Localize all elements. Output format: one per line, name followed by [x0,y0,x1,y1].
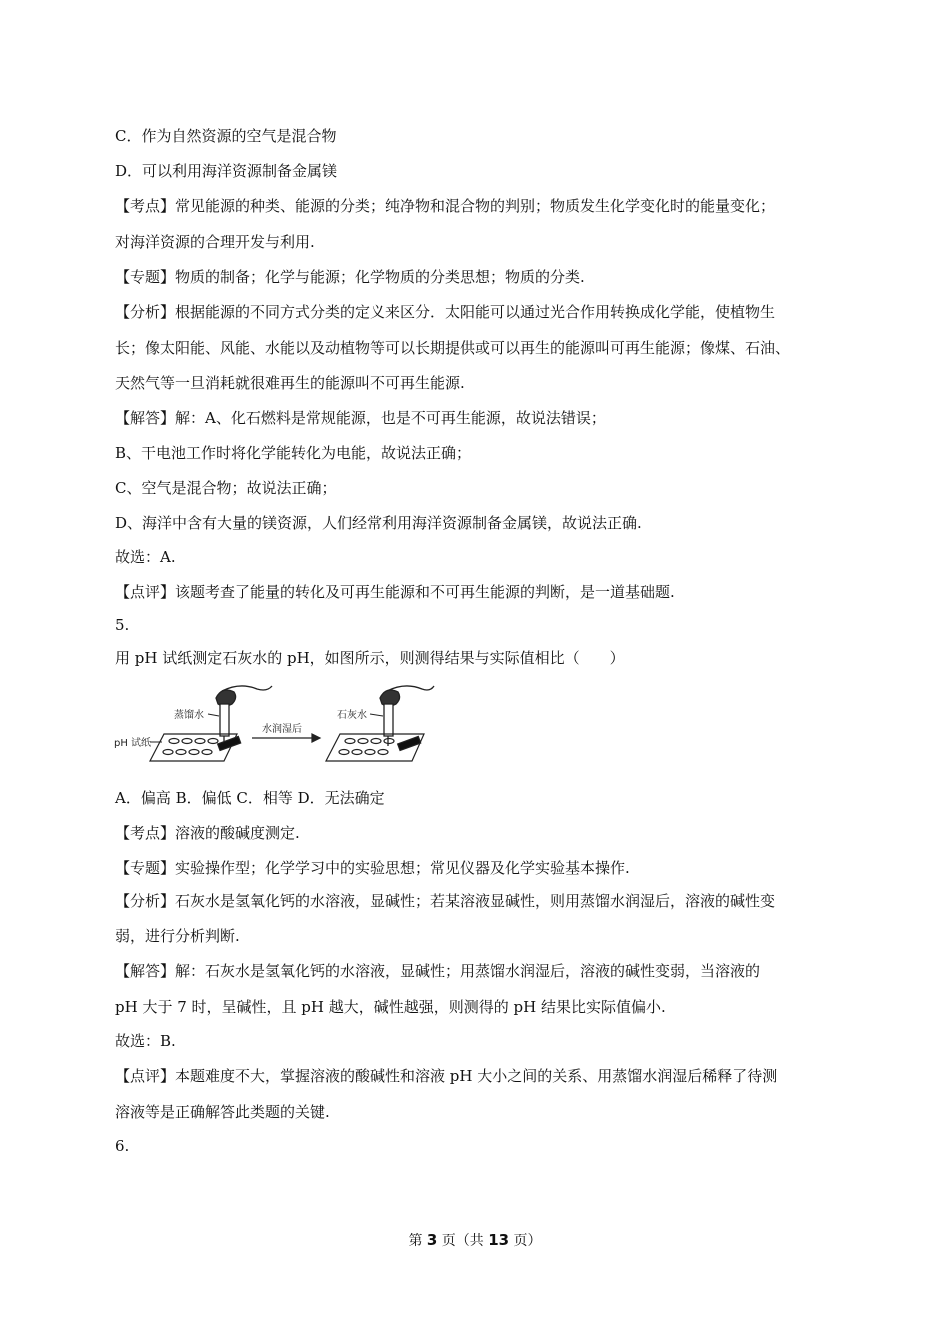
zhuanti-q5: 【专题】实验操作型；化学学习中的实验思想；常见仪器及化学实验基本操作. [115,859,630,877]
page-footer [0,1230,950,1250]
footer-middle: 页（共 [437,1233,489,1249]
ph-test-figure [112,676,438,766]
jieda-q5-line-1: 【解答】解：石灰水是氢氧化钙的水溶液，显碱性；用蒸馏水润湿后，溶液的碱性变弱，当溶液的 [115,962,761,980]
label-ph-paper: pH 试纸 [114,738,152,749]
fenxi-q5-line-1: 【分析】石灰水是氢氧化钙的水溶液，显碱性；若某溶液显碱性，则用蒸馏水润湿后，溶液的碱性变 [115,892,776,910]
jieda-line-4: D、海洋中含有大量的镁资源，人们经常利用海洋资源制备金属镁，故说法正确. [115,514,642,532]
fenxi-line-2: 长；像太阳能、风能、水能以及动植物等可以长期提供或可以再生的能源叫可再生能源；像煤、石油、 [115,339,791,357]
option-d-line: D．可以利用海洋资源制备金属镁 [115,162,338,180]
kaodian-line-2: 对海洋资源的合理开发与利用. [115,233,315,251]
zhuanti-line: 【专题】物质的制备；化学与能源；化学物质的分类思想；物质的分类. [115,268,585,286]
footer-prefix: 第 [408,1233,427,1249]
question-number-6: 6. [115,1137,130,1155]
option-c-line: C．作为自然资源的空气是混合物 [115,127,337,145]
jieda-q5-line-2: pH 大于 7 时，呈碱性，且 pH 越大，碱性越强，则测得的 pH 结果比实际值偏小. [115,998,666,1016]
kaodian-line-1: 【考点】常见能源的种类、能源的分类；纯净物和混合物的判别；物质发生化学变化时的能量变化； [115,197,776,215]
answer-line: 故选：A. [115,548,176,566]
question-number-5: 5. [115,616,130,634]
label-distilled-water: 蒸馏水 [174,710,204,721]
jieda-line-3: C、空气是混合物；故说法正确； [115,479,337,497]
dianping-q5-line-2: 溶液等是正确解答此类题的关键. [115,1103,330,1121]
footer-total-pages: 13 [488,1231,510,1249]
kaodian-q5: 【考点】溶液的酸碱度测定. [115,824,300,842]
fenxi-line-1: 【分析】根据能源的不同方式分类的定义来区分．太阳能可以通过光合作用转换成化学能，使植物生 [115,303,776,321]
question-5-options: A．偏高 B．偏低 C．相等 D．无法确定 [115,789,385,807]
fenxi-line-3: 天然气等一旦消耗就很难再生的能源叫不可再生能源. [115,374,465,392]
dianping-q5-line-1: 【点评】本题难度不大，掌握溶液的酸碱性和溶液 pH 大小之间的关系、用蒸馏水润湿后稀释了待测 [115,1067,778,1085]
answer-q5: 故选：B. [115,1032,176,1050]
question-5-stem: 用 pH 试纸测定石灰水的 pH，如图所示，则测得结果与实际值相比（ ） [115,649,625,667]
label-limewater: 石灰水 [337,710,367,721]
jieda-line-2: B、干电池工作时将化学能转化为电能，故说法正确； [115,444,472,462]
fenxi-q5-line-2: 弱，进行分析判断. [115,927,240,945]
label-wet: 水润湿后 [262,724,302,735]
footer-page-number: 3 [426,1231,438,1249]
dianping-line: 【点评】该题考查了能量的转化及可再生能源和不可再生能源的判断，是一道基础题. [115,583,675,601]
jieda-line-1: 【解答】解：A、化石燃料是常规能源，也是不可再生能源，故说法错误； [115,409,606,427]
footer-suffix: 页） [509,1233,542,1249]
